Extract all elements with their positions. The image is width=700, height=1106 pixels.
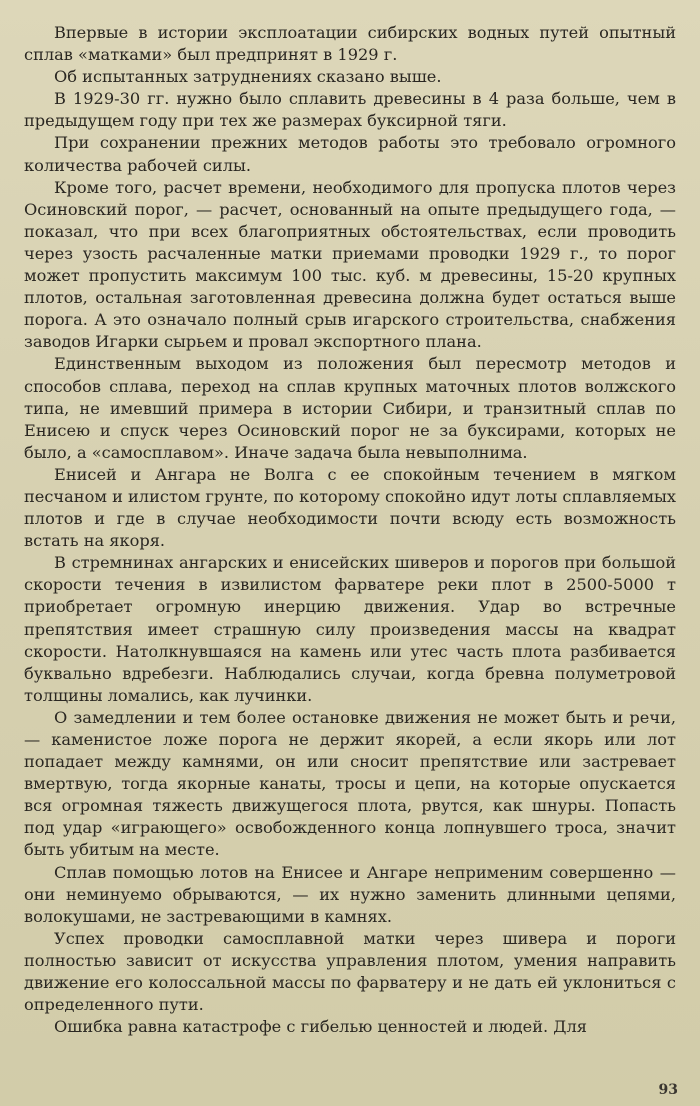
paragraph: При сохранении прежних методов работы это требовало огромного количества рабочей силы. — [24, 133, 676, 175]
paragraph: О замедлении и тем более остановке движения не может быть и речи, — каменистое ложе порога не держит якорей, а если якорь или лот попадает между камнями, он или сносит препятствие или застревает вмертвую, тогда якорные канаты, тросы и цепи, на которые опускается вся огромная тяжесть движущегося плота, рвутся, как шнуры. Попасть под удар «играющего» освобожденного конца лопнувшего троса, значит быть убитым на месте. — [24, 707, 676, 860]
paragraph: Ошибка равна катастрофе с гибелью ценностей и людей. Для — [54, 1017, 587, 1037]
paragraph: Кроме того, расчет времени, необходимого для пропуска плотов через Осиновский порог, — расчет, основанный на опыте предыдущего года, — показал, что при всех благоприятных обстоятельствах, если проводить через узость расчаленные матки приемами проводки 1929 г., то порог может пропустить максимум 100 тыс. куб. м древесины, 15-20 крупных плотов, остальная заготовленная древесина должна будет остаться выше порога. А это означало полный срыв игарского строительства, снабжения заводов Игарки сырьем и провал экспортного плана. — [24, 177, 676, 352]
paragraph: Енисей и Ангара не Волга с ее спокойным течением в мягком песчаном и илистом грунте, по которому спокойно идут лоты сплавляемых плотов и где в случае необходимости почти всюду есть возможность встать на якоря. — [24, 464, 676, 551]
page-number: 93 — [658, 1082, 678, 1098]
paragraph: Об испытанных затруднениях сказано выше. — [54, 67, 442, 87]
paragraph: Единственным выходом из положения был пересмотр методов и способов сплава, переход на сплав крупных маточных плотов волжского типа, не имевший примера в истории Сибири, и транзитный сплав по Енисею и спуск через Осиновский порог не за буксирами, которых не было, а «самосплавом». Иначе задача была невыполнима. — [24, 354, 676, 462]
paragraph: В стремнинах ангарских и енисейских шиверов и порогов при большой скорости течения в извилистом фарватере реки плот в 2500-5000 т приобретает огромную инерцию движения. Удар во встречные препятствия имеет страшную силу произведения массы на квадрат скорости. Натолкнувшаяся на камень или утес часть плота разбивается буквально вдребезги. Наблюдались случаи, когда бревна полуметровой толщины ломались, как лучинки. — [24, 553, 676, 705]
paragraph: В 1929-30 гг. нужно было сплавить древесины в 4 раза больше, чем в предыдущем году при тех же размерах буксирной тяги. — [24, 89, 676, 131]
body-text — [24, 22, 676, 1038]
paragraph: Сплав помощью лотов на Енисее и Ангаре неприменим совершенно — они неминуемо обрываются, — их нужно заменить длинными цепями, волокушами, не застревающими в камнях. — [24, 862, 676, 926]
paragraph: Успех проводки самосплавной матки через шивера и пороги полностью зависит от искусства управления плотом, умения направить движение его колоссальной массы по фарватеру и не дать ей уклониться с определенного пути. — [24, 928, 676, 1015]
paragraph: Впервые в истории эксплоатации сибирских водных путей опытный сплав «матками» был предпринят в 1929 г. — [24, 23, 676, 65]
